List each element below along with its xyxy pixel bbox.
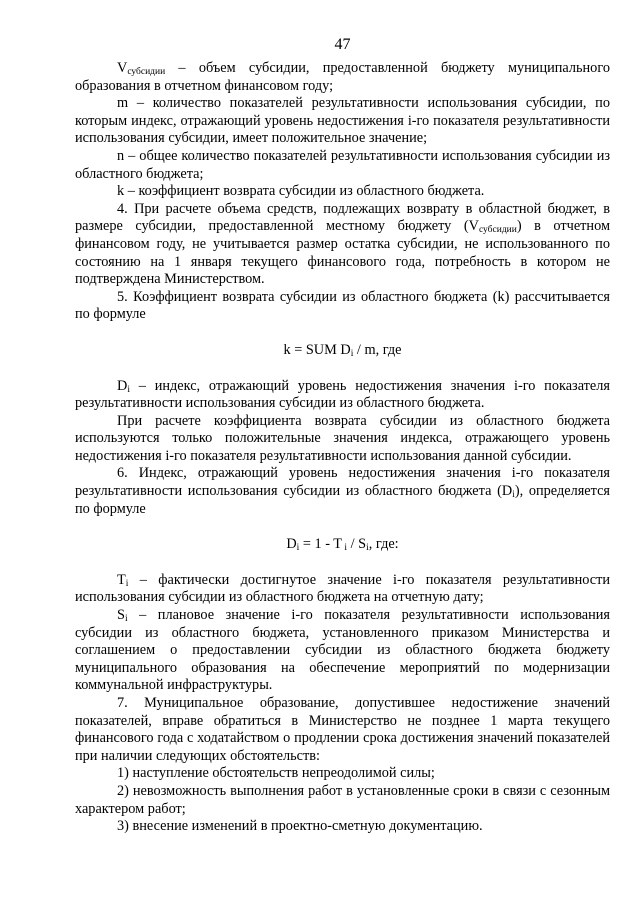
- paragraph-item-5: 5. Коэффициент возврата субсидии из областного бюджета (k) рассчитывается по формуле: [75, 288, 610, 323]
- formula-k: k = SUM $D_i$ / m, где: [283, 341, 402, 359]
- formula-d: $D_i = 1 - T$ $_i / S_i$, где:: [286, 536, 399, 554]
- page-number: 47: [334, 36, 351, 53]
- paragraph-n-definition: n – общее количество показателей результативности использования субсидии из областного бюджета;: [75, 147, 610, 182]
- paragraph-s-definition: $S_i$ – плановое значение i-го показателя результативности использования субсидии из областного бюджета, установленного приказом Министерства и соглашением о предоставлении субсидии из областного бюджета бюджету муниципального образования на обеспечение мероприятий по модернизации коммунальной инфраструктуры.: [75, 607, 610, 694]
- paragraph-d-definition: $D_i$ – индекс, отражающий уровень недостижения значения i-го показателя результативности использования субсидии из областного бюджета.: [75, 377, 610, 412]
- paragraph-k-definition: k – коэффициент возврата субсидии из областного бюджета.: [117, 183, 485, 200]
- document-body: [75, 60, 610, 836]
- paragraph-item-7: 7. Муниципальное образование, допустившее недостижение значений показателей, вправе обратиться в Министерство не позднее 1 марта текущего финансового года с ходатайством о продлении срока достижения значений показателей при наличии следующих обстоятельств:: [75, 695, 610, 764]
- paragraph-m-definition: m – количество показателей результативности использования субсидии, по которым индекс, отражающий уровень недостижения i-го показателя результативности использования субсидии, имеет положительное значение;: [75, 95, 610, 147]
- paragraph-item-4: 4. При расчете объема средств, подлежащих возврату в областной бюджет, в размере субсидии, предоставленной местному бюджету $(V_{субсидии})$ в отчетном финансовом году, не учитывается размер остатка субсидии, не использованного по состоянию на 1 января текущего финансового года, потребность в котором не подтверждена Министерством.: [75, 200, 610, 288]
- list-item-3: 3) внесение изменений в проектно-сметную документацию.: [117, 818, 483, 835]
- paragraph-item-6: 6. Индекс, отражающий уровень недостижения значения i-го показателя результативности использования субсидии из областного бюджета $(D_i)$, определяется по формуле: [75, 465, 610, 517]
- paragraph-subsidy-volume: $V_{субсидии}$ – объем субсидии, предоставленной бюджету муниципального образования в отчетном финансовом году;: [75, 60, 610, 94]
- list-item-2: 2) невозможность выполнения работ в установленные сроки в связи с сезонным характером работ;: [75, 782, 610, 817]
- paragraph-t-definition: $T_i$ – фактически достигнутое значение i-го показателя результативности использования субсидии из областного бюджета на отчетную дату;: [75, 571, 610, 606]
- paragraph-positive-values: При расчете коэффициента возврата субсидии из областного бюджета используются только положительные значения индекса, отражающего уровень недостижения i-го показателя результативности использования данной субсидии.: [75, 412, 610, 464]
- list-item-1: 1) наступление обстоятельств непреодолимой силы;: [117, 765, 435, 782]
